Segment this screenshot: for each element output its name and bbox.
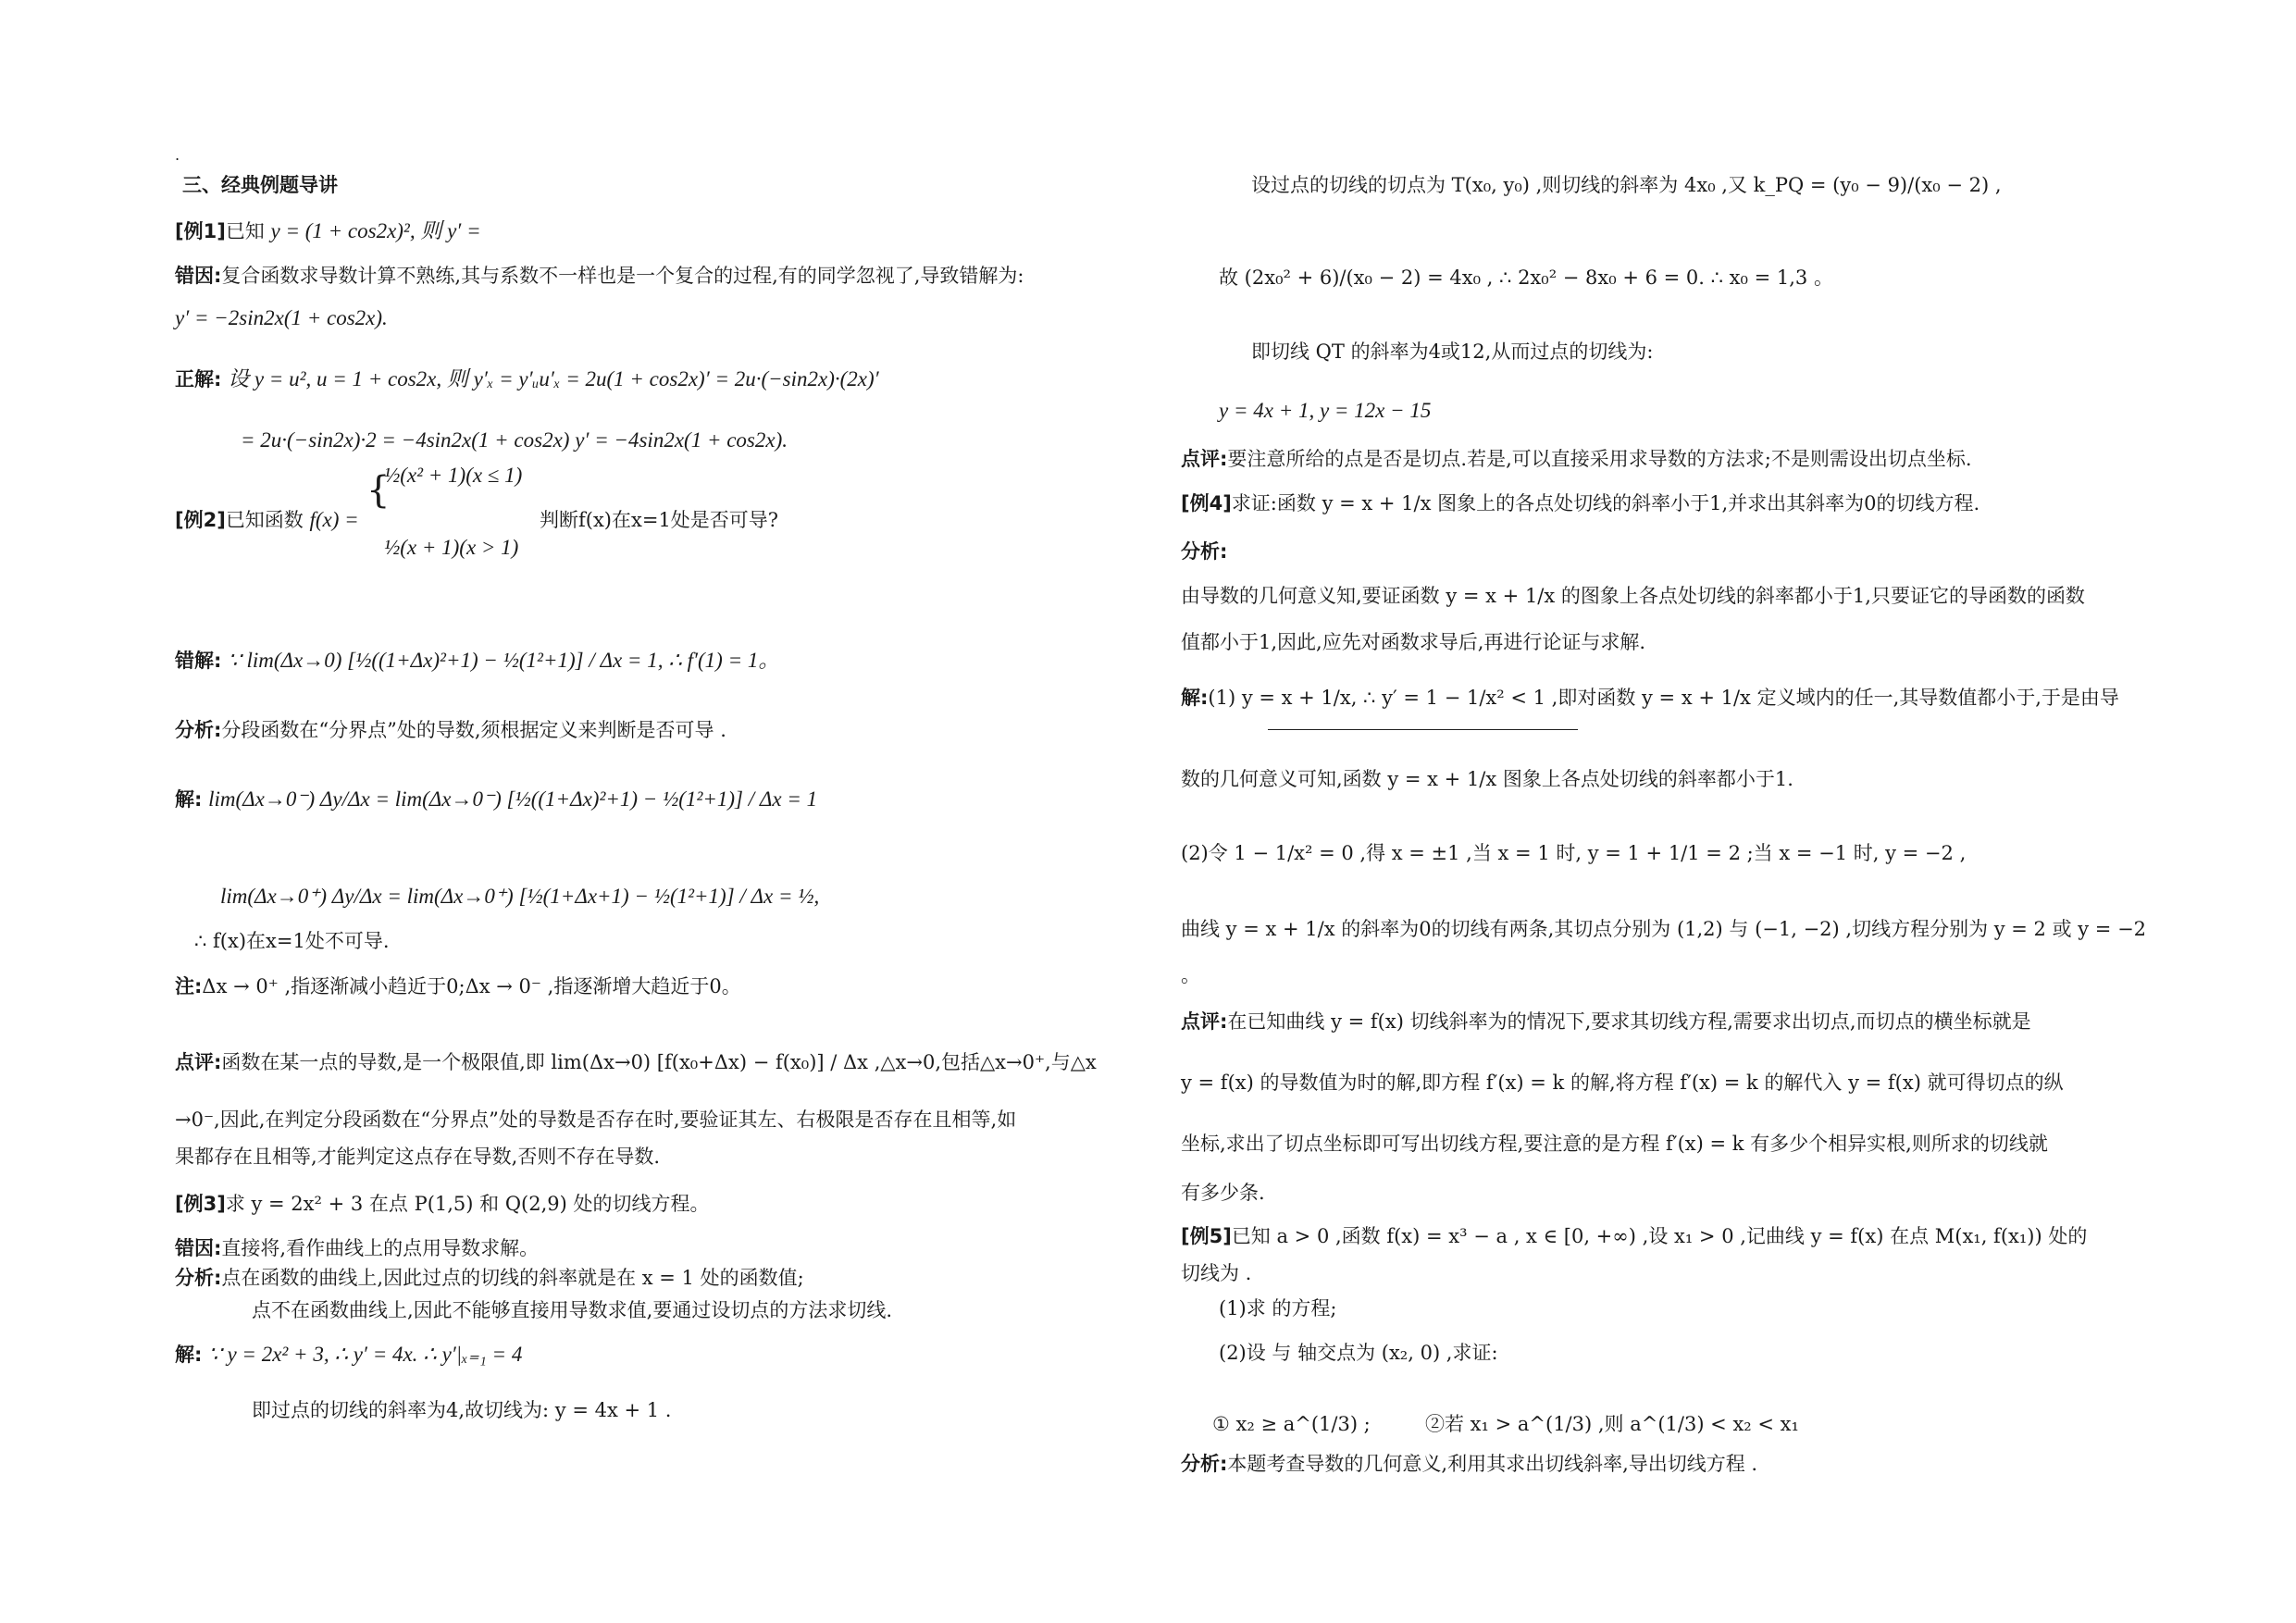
ex2-note: 注:Δx → 0⁺ ,指逐渐减小趋近于0;Δx → 0⁻ ,指逐渐增大趋近于0。 xyxy=(175,975,741,997)
ex4-solution-4: 曲线 y = x + 1/x 的斜率为0的切线有两条,其切点分别为 (1,2) 与 (−1, −2) ,切线方程分别为 y = 2 或 y = −2 xyxy=(1181,918,2147,940)
ex2-comment-2: →0⁻,因此,在判定分段函数在“分界点”处的导数是否存在时,要验证其左、右极限是否存在且相等,如 xyxy=(175,1109,1017,1131)
ex3-cont-4: y = 4x + 1, y = 12x − 15 xyxy=(1219,399,1432,422)
ex4-comment-1: 点评:在已知曲线 y = f(x) 切线斜率为的情况下,要求其切线方程,需要求出切点,而切点的横坐标就是 xyxy=(1181,1010,2031,1033)
ex2-conclusion: ∴ f(x)在x=1处不可导. xyxy=(194,930,390,952)
ex4-solution-5: 。 xyxy=(1181,964,1200,986)
ex2-question-tail: 判断f(x)在x=1处是否可导? xyxy=(540,509,779,531)
ex5-question-1: [例5]已知 a > 0 ,函数 f(x) = x³ − a , x ∈ [0, +∞) ,设 x₁ > 0 ,记曲线 y = f(x) 在点 M(x₁, f(x₁)) 处的 xyxy=(1181,1225,2088,1247)
ex4-analysis-1: 由导数的几何意义知,要证函数 y = x + 1/x 的图象上各点处切线的斜率都小于1,只要证它的导函数的函数 xyxy=(1181,585,2085,607)
ex2-solution-right-limit: lim(Δx→0⁺) Δy/Δx = lim(Δx→0⁺) [½(1+Δx+1) − ½(1²+1)] / Δx = ½, xyxy=(220,885,820,908)
ex1-wrong-formula: y′ = −2sin2x(1 + cos2x). xyxy=(175,306,388,329)
ex4-comment-2: y = f(x) 的导数值为时的解,即方程 f′(x) = k 的解,将方程 f′(x) = k 的解代入 y = f(x) 就可得切点的纵 xyxy=(1181,1072,2064,1094)
ex4-comment-3: 坐标,求出了切点坐标即可写出切线方程,要注意的是方程 f′(x) = k 有多少个相异实根,则所求的切线就 xyxy=(1181,1133,2048,1155)
underline xyxy=(1268,729,1578,730)
ex5-analysis: 分析:本题考查导数的几何意义,利用其求出切线斜率,导出切线方程 . xyxy=(1181,1453,1758,1475)
ex3-question: [例3]求 y = 2x² + 3 在点 P(1,5) 和 Q(2,9) 处的切线方程。 xyxy=(175,1193,710,1215)
ex3-solution: 解: ∵ y = 2x² + 3, ∴ y′ = 4x. ∴ y′|ₓ₌₁ = 4 xyxy=(175,1343,523,1366)
ex5-part-2b: ②若 x₁ > a^(1/3) ,则 a^(1/3) < x₂ < x₁ xyxy=(1425,1413,1799,1435)
ex4-analysis-2: 值都小于1,因此,应先对函数求导后,再进行论证与求解. xyxy=(1181,631,1646,653)
ex3-cont-3: 即切线 QT 的斜率为4或12,从而过点的切线为: xyxy=(1251,341,1654,363)
ex1-question: [例1]已知 y = (1 + cos2x)², 则 y′ = xyxy=(175,219,481,242)
ex3-analysis-1: 分析:点在函数的曲线上,因此过点的切线的斜率就是在 x = 1 处的函数值; xyxy=(175,1267,804,1289)
ex2-comment-3: 果都存在且相等,才能判定这点存在导数,否则不存在导数. xyxy=(175,1146,661,1168)
ex4-solution-1: 解:(1) y = x + 1/x, ∴ y′ = 1 − 1/x² < 1 ,即对函数 y = x + 1/x 定义域内的任一,其导数值都小于,于是由导 xyxy=(1181,687,2119,709)
ex1-wrong-reason: 错因:复合函数求导数计算不熟练,其与系数不一样也是一个复合的过程,有的同学忽视了,导致错解为: xyxy=(175,265,1024,287)
ex4-analysis-label: 分析: xyxy=(1181,540,1228,563)
ex2-analysis: 分析:分段函数在“分界点”处的导数,须根据定义来判断是否可导 . xyxy=(175,719,726,741)
ex1-correct-formula-2: = 2u·(−sin2x)·2 = −4sin2x(1 + cos2x) y′ = −4sin2x(1 + cos2x). xyxy=(241,428,788,452)
ex3-cont-2: 故 (2x₀² + 6)/(x₀ − 2) = 4x₀ , ∴ 2x₀² − 8x₀ + 6 = 0. ∴ x₀ = 1,3 。 xyxy=(1219,266,1833,289)
ex5-part-1: (1)求 的方程; xyxy=(1219,1297,1337,1319)
ex5-part-2a: ① x₂ ≥ a^(1/3) ; xyxy=(1212,1413,1371,1435)
ex2-solution: 解: lim(Δx→0⁻) Δy/Δx = lim(Δx→0⁻) [½((1+Δx)²+1) − ½(1²+1)] / Δx = 1 xyxy=(175,787,818,811)
section-heading: 三、经典例题导讲 xyxy=(182,174,338,196)
ex1-correct-solution: 正解: 设 y = u², u = 1 + cos2x, 则 y′ₓ = y′ᵤu′ₓ = 2u(1 + cos2x)′ = 2u·(−sin2x)·(2x)′ xyxy=(175,367,879,390)
ex2-comment-1: 点评:函数在某一点的导数,是一个极限值,即 lim(Δx→0) [f(x₀+Δx) − f(x₀)] / Δx ,△x→0,包括△x→0⁺,与△x xyxy=(175,1051,1097,1073)
ex2-wrong-solution: 错解: ∵ lim(Δx→0) [½((1+Δx)²+1) − ½(1²+1)] / Δx = 1, ∴ f′(1) = 1。 xyxy=(175,649,780,672)
ex2-question: [例2]已知函数 f(x) = xyxy=(175,508,359,531)
ex1-formula: y = (1 + cos2x)², 则 y′ = xyxy=(270,219,481,242)
ex3-solution-text: 即过点的切线的斜率为4,故切线为: y = 4x + 1 . xyxy=(252,1399,672,1421)
ex5-question-2: 切线为 . xyxy=(1181,1262,1252,1284)
ex2-piece-2: ½(x + 1)(x > 1) xyxy=(384,536,519,559)
ex3-comment: 点评:要注意所给的点是否是切点.若是,可以直接采用求导数的方法求;不是则需设出切点坐标. xyxy=(1181,448,1972,470)
ex2-piece-1: ½(x² + 1)(x ≤ 1) xyxy=(384,464,523,487)
ex3-cont-1: 设过点的切线的切点为 T(x₀, y₀) ,则切线的斜率为 4x₀ ,又 k_PQ = (y₀ − 9)/(x₀ − 2) , xyxy=(1251,174,2002,196)
ex3-analysis-2: 点不在函数曲线上,因此不能够直接用导数求值,要通过设切点的方法求切线. xyxy=(252,1299,893,1321)
ex3-wrong-reason: 错因:直接将,看作曲线上的点用导数求解。 xyxy=(175,1237,540,1259)
stray-dot: . xyxy=(175,146,180,164)
ex4-comment-4: 有多少条. xyxy=(1181,1182,1265,1204)
ex4-solution-2: 数的几何意义可知,函数 y = x + 1/x 图象上各点处切线的斜率都小于1. xyxy=(1181,768,1793,790)
ex4-solution-3: (2)令 1 − 1/x² = 0 ,得 x = ±1 ,当 x = 1 时, y = 1 + 1/1 = 2 ;当 x = −1 时, y = −2 , xyxy=(1181,842,1967,864)
ex4-question: [例4]求证:函数 y = x + 1/x 图象上的各点处切线的斜率小于1,并求出其斜率为0的切线方程. xyxy=(1181,492,1980,514)
brace: { xyxy=(366,469,391,512)
ex5-part-2: (2)设 与 轴交点为 (x₂, 0) ,求证: xyxy=(1219,1342,1498,1364)
